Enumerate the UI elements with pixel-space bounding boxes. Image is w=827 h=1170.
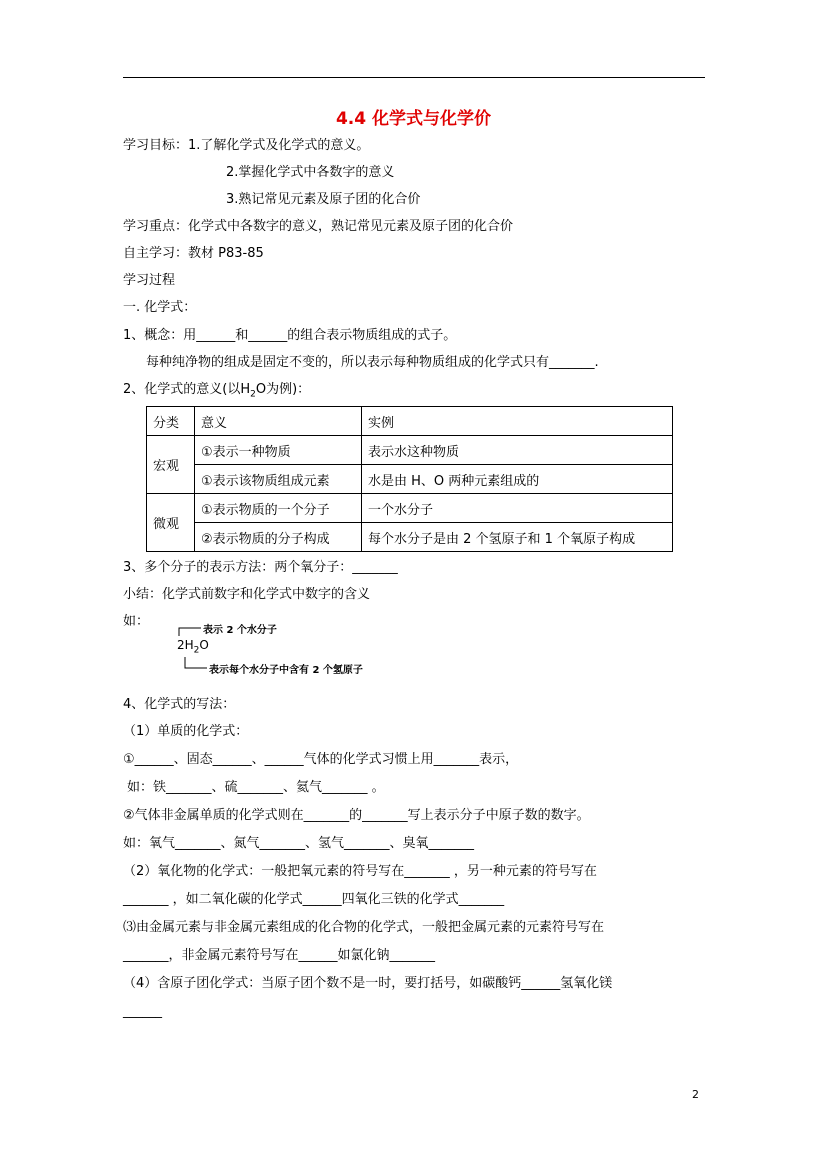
table-cell: 水是由 H、O 两种元素组成的: [362, 465, 673, 494]
table-row: [147, 436, 673, 465]
section-4-heading: 4、化学式的写法：: [123, 697, 236, 712]
learning-goal-3: 3.熟记常见元素及原子团的化合价: [226, 192, 421, 207]
learning-process: 学习过程: [123, 273, 176, 288]
self-study: 自主学习：教材 P83-85: [123, 246, 264, 261]
learning-goal-2: 2.掌握化学式中各数字的意义: [226, 165, 395, 180]
label-bottom: 表示每个水分子中含有 2 个氢原子: [209, 665, 363, 676]
example-label: 如：: [123, 614, 150, 629]
section-1-heading: 一. 化学式：: [123, 300, 197, 315]
concept-line: 1、概念：用______和______的组合表示物质组成的式子。: [123, 328, 457, 343]
multi-molecule-line: 3、多个分子的表示方法：两个氧分子：_______: [123, 560, 398, 575]
page-title: 4.4 化学式与化学价: [335, 109, 492, 129]
s4-3b: _______，非金属元素符号写在______如氯化钠_______: [123, 948, 436, 963]
learning-focus: 学习重点：化学式中各数字的意义，熟记常见元素及原子团的化合价: [123, 219, 514, 234]
formula-digit-diagram: [171, 618, 371, 680]
category-macro: 宏观: [147, 436, 195, 494]
table-cell: ②表示物质的分子构成: [195, 523, 362, 552]
table-cell: 一个水分子: [362, 494, 673, 523]
table-cell: ①表示该物质组成元素: [195, 465, 362, 494]
label-top: 表示 2 个水分子: [203, 625, 277, 636]
summary-line: 小结：化学式前数字和化学式中数字的含义: [123, 587, 371, 602]
meaning-heading: 2、化学式的意义(以$H_2O$为例)：: [123, 382, 311, 400]
s4-4b: ______: [123, 1004, 162, 1019]
s4-3a: ⑶由金属元素与非金属元素组成的化合物的化学式，一般把金属元素的元素符号写在: [123, 920, 605, 935]
table-row: [147, 523, 673, 552]
table-row: [147, 465, 673, 494]
s4-4a: （4）含原子团化学式：当原子团个数不是一时，要打括号，如碳酸钙______氢氧化镁: [123, 976, 613, 991]
table-cell: 每个水分子是由 2 个氢原子和 1 个氧原子构成: [362, 523, 673, 552]
table-cell: ①表示一种物质: [195, 436, 362, 465]
page-number: 2: [692, 1088, 699, 1101]
table-cell: ①表示物质的一个分子: [195, 494, 362, 523]
table-header-cell: 分类: [147, 407, 195, 436]
s4-2b: _______ ，如二氧化碳的化学式______四氧化三铁的化学式_______: [123, 892, 505, 907]
table-cell: 表示水这种物质: [362, 436, 673, 465]
formula-2h2o: $2H_2O$: [177, 638, 209, 656]
s4-1c: ②气体非金属单质的化学式则在_______的_______写上表示分子中原子数的数字。: [123, 808, 590, 823]
table-row: [147, 494, 673, 523]
s4-1-heading: （1）单质的化学式：: [123, 724, 249, 739]
concept-note: 每种纯净物的组成是固定不变的，所以表示每种物质组成的化学式只有_______.: [146, 355, 599, 370]
learning-goal-1: 学习目标：1.了解化学式及化学式的意义。: [123, 138, 370, 153]
table-header-row: [147, 407, 673, 436]
table-header-cell: 实例: [362, 407, 673, 436]
header-rule: [123, 77, 705, 78]
s4-2a: （2）氧化物的化学式：一般把氧元素的符号写在_______ ，另一种元素的符号写在: [123, 864, 597, 879]
s4-1b: 如：铁_______、硫_______、氦气_______ 。: [127, 780, 385, 795]
formula-meaning-table: [146, 406, 673, 552]
category-micro: 微观: [147, 494, 195, 552]
s4-1d: 如：氧气_______、氮气_______、氢气_______、臭氧_______: [123, 836, 475, 851]
s4-1a: ①______、固态______、______气体的化学式习惯上用_______表示，: [123, 752, 519, 767]
table-header-cell: 意义: [195, 407, 362, 436]
